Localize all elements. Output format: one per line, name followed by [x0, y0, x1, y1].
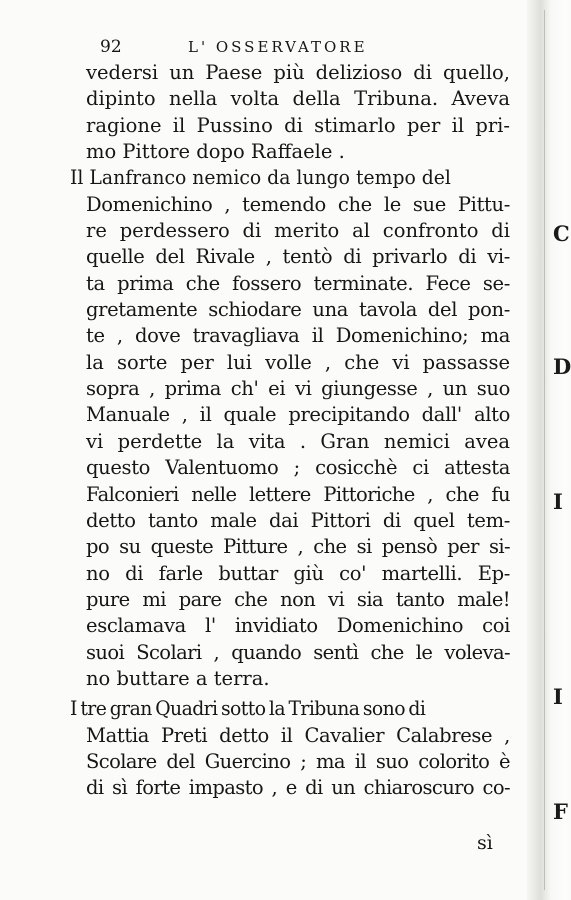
text-line: Falconieri nelle lettere Pittoriche , che fu [86, 482, 510, 506]
facing-page-fragment: C [553, 221, 570, 246]
text-line: la sorte per lui volle , che vi passasse [86, 350, 510, 374]
text-line: pure mi pare che non vi sia tanto male! [86, 587, 510, 611]
text-line: no buttare a terra. [86, 666, 270, 690]
text-line: ta prima che fossero terminate. Fece se- [86, 271, 510, 295]
text-line: no di farle buttar giù co' martelli. Ep- [86, 561, 510, 585]
text-line: vedersi un Paese più delizioso di quello, [86, 61, 510, 84]
running-header [100, 34, 520, 60]
text-line: I tre gran Quadri sotto la Tribuna sono di [70, 697, 426, 721]
text-line: vi perdette la vita . Gran nemici avea [86, 429, 510, 453]
gutter-fold-line [544, 10, 545, 890]
text-line: Domenichino , temendo che le sue Pittu- [86, 192, 510, 216]
facing-page-fragment: D [553, 354, 571, 379]
text-line: te , dove travagliava il Domenichino; ma [86, 324, 510, 348]
text-line: questo Valentuomo ; cosicchè ci attesta [86, 456, 510, 480]
facing-page-fragment: I [553, 684, 563, 709]
text-line: gretamente schiodare una tavola del pon- [86, 298, 510, 322]
page-number: 92 [100, 37, 122, 57]
body-text [70, 60, 510, 802]
facing-page-fragment: I [553, 489, 563, 514]
text-line: quelle del Rivale , tentò di privarlo di vi- [86, 245, 510, 269]
text-line: Manuale , il quale precipitando dall' alto [86, 403, 510, 427]
text-line: sopra , prima ch' ei vi giungesse , un suo [86, 377, 510, 401]
paragraph [86, 60, 510, 165]
text-line: suoi Scolari , quando sentì che le voleva- [86, 640, 510, 664]
text-line: detto tanto male dai Pittori di quel tem- [86, 508, 510, 532]
text-line: esclamava l' invidiato Domenichino coi [86, 614, 510, 638]
paragraph [70, 696, 510, 801]
text-line: ragione il Pussino di stimarlo per il pri- [86, 113, 510, 137]
text-line: mo Pittore dopo Raffaele . [86, 140, 345, 164]
text-line: Scolare del Guercino ; ma il suo colorito è [86, 749, 510, 773]
text-line: po su queste Pitture , che si pensò per si- [86, 535, 510, 559]
text-line: Il Lanfranco nemico da lungo tempo del [70, 166, 451, 190]
text-line: di sì forte impasto , e di un chiaroscuro co- [86, 776, 510, 800]
running-head-title: L' OSSERVATORE [188, 38, 368, 56]
text-line: re perdessero di merito al confronto di [86, 219, 510, 243]
page-gutter [527, 0, 571, 900]
text-line: dipinto nella volta della Tribuna. Aveva [86, 87, 510, 111]
catchword: sì [477, 832, 493, 854]
text-line: Mattia Preti detto il Cavalier Calabrese , [86, 723, 510, 747]
facing-page-fragment: F [553, 799, 568, 824]
paragraph [70, 165, 510, 692]
